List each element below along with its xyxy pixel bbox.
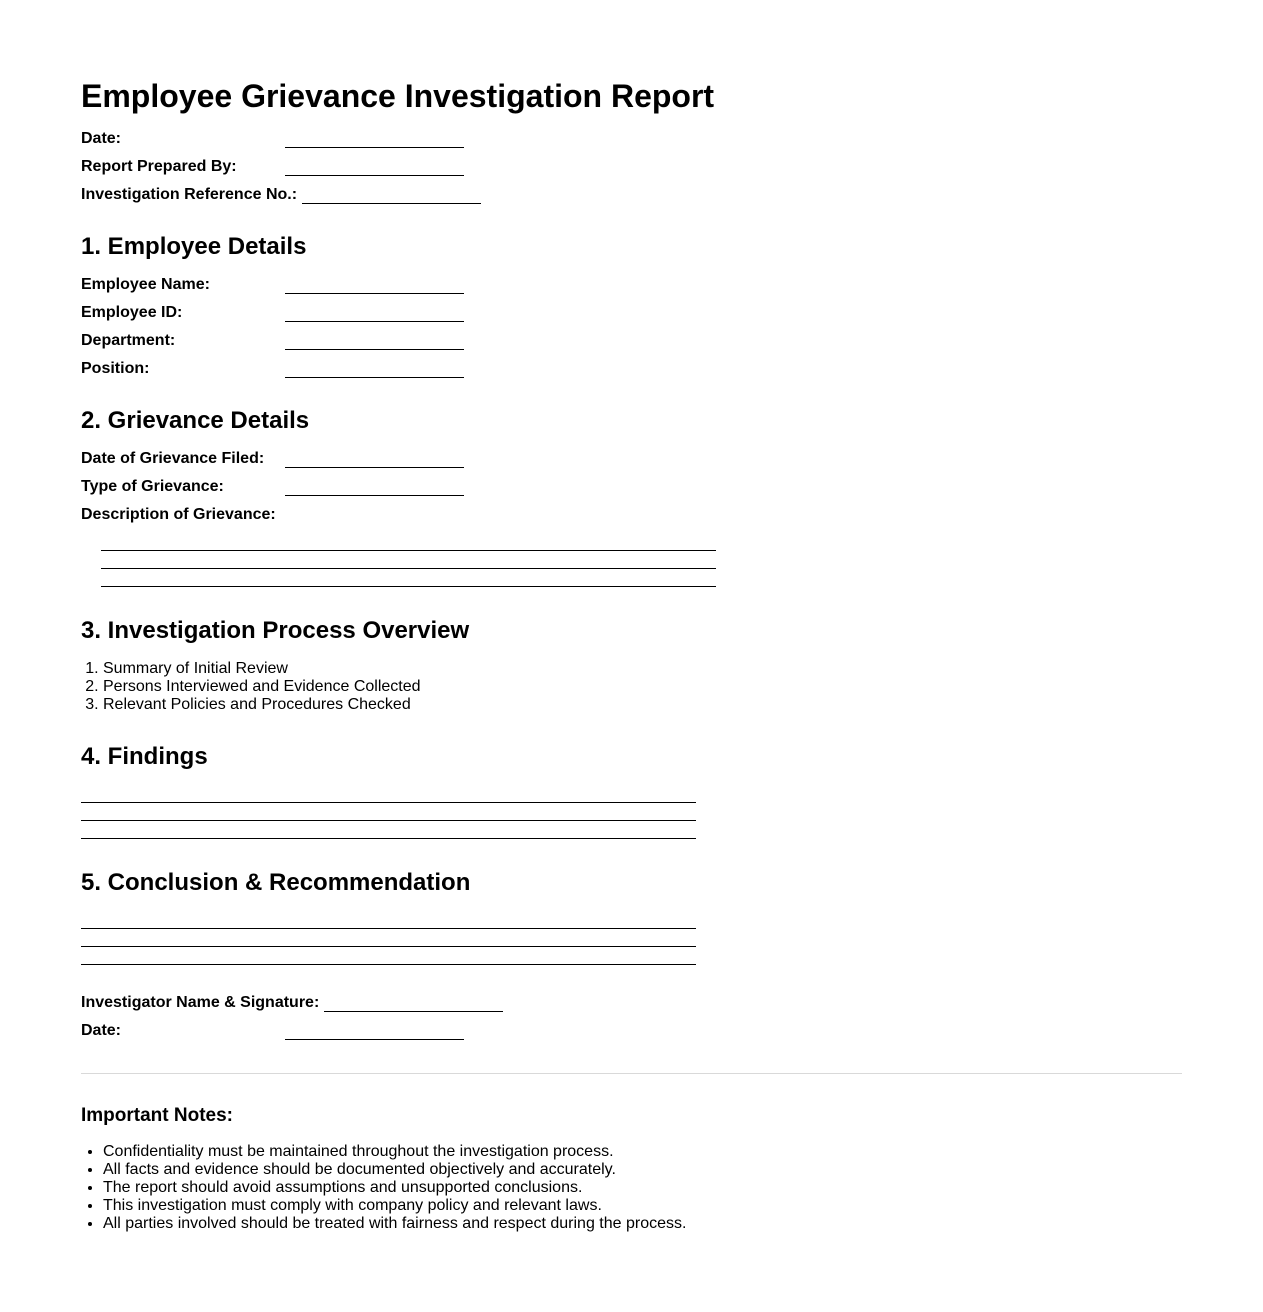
list-item: • Confidentiality must be maintained throughout the investigation process.: [103, 1143, 686, 1161]
report-prepared-by-label: Report Prepared By:: [81, 158, 237, 175]
reference-no-field: [81, 184, 501, 206]
employee-name-input-line[interactable]: [285, 293, 464, 294]
position-field: [81, 358, 481, 380]
reference-no-input-line[interactable]: [302, 203, 481, 204]
important-notes-heading: Important Notes:: [81, 1105, 233, 1126]
department-input-line[interactable]: [285, 349, 464, 350]
grievance-date-input-line[interactable]: [285, 467, 464, 468]
list-item: • All facts and evidence should be documented objectively and accurately.: [103, 1161, 686, 1179]
findings-line[interactable]: [81, 802, 696, 803]
grievance-details-heading: 2. Grievance Details: [81, 407, 310, 434]
findings-line[interactable]: [81, 820, 696, 821]
important-notes-list: [81, 1143, 686, 1233]
conclusion-line[interactable]: [81, 964, 696, 965]
grievance-type-field: [81, 476, 481, 498]
investigator-signature-input-line[interactable]: [324, 1011, 503, 1012]
signoff-date-input-line[interactable]: [285, 1039, 464, 1040]
list-item: • This investigation must comply with company policy and relevant laws.: [103, 1197, 686, 1215]
report-prepared-by-input-line[interactable]: [285, 175, 464, 176]
list-item: • The report should avoid assumptions and unsupported conclusions.: [103, 1179, 686, 1197]
list-item: 3. Relevant Policies and Procedures Checked: [103, 696, 421, 714]
process-steps-list: [81, 660, 421, 714]
grievance-description-label: Description of Grievance:: [81, 506, 276, 523]
findings-line[interactable]: [81, 838, 696, 839]
department-label: Department:: [81, 332, 176, 349]
report-prepared-by-field: [81, 156, 481, 178]
section-divider: [81, 1073, 1182, 1074]
employee-details-heading: 1. Employee Details: [81, 233, 307, 260]
investigator-signature-field: [81, 992, 521, 1014]
employee-id-field: [81, 302, 481, 324]
position-input-line[interactable]: [285, 377, 464, 378]
investigator-signature-label: Investigator Name & Signature:: [81, 994, 320, 1011]
report-title: Employee Grievance Investigation Report: [81, 78, 715, 114]
employee-id-input-line[interactable]: [285, 321, 464, 322]
employee-name-field: [81, 274, 481, 296]
signoff-date-label: Date:: [81, 1022, 122, 1039]
grievance-date-label: Date of Grievance Filed:: [81, 450, 265, 467]
grievance-type-label: Type of Grievance:: [81, 478, 224, 495]
conclusion-line[interactable]: [81, 946, 696, 947]
list-item: • All parties involved should be treated with fairness and respect during the process.: [103, 1215, 686, 1233]
reference-no-label: Investigation Reference No.:: [81, 186, 298, 203]
findings-heading: 4. Findings: [81, 743, 208, 770]
grievance-date-field: [81, 448, 481, 470]
signoff-date-field: [81, 1020, 481, 1042]
date-input-line[interactable]: [285, 147, 464, 148]
grievance-description-line[interactable]: [101, 568, 716, 569]
process-overview-heading: 3. Investigation Process Overview: [81, 617, 470, 644]
grievance-description-line[interactable]: [101, 586, 716, 587]
employee-id-label: Employee ID:: [81, 304, 183, 321]
grievance-description-line[interactable]: [101, 550, 716, 551]
conclusion-heading: 5. Conclusion & Recommendation: [81, 869, 471, 896]
employee-name-label: Employee Name:: [81, 276, 210, 293]
department-field: [81, 330, 481, 352]
list-item: 1. Summary of Initial Review: [103, 660, 421, 678]
grievance-description-field: [81, 504, 481, 526]
date-field: [81, 128, 481, 150]
list-item: 2. Persons Interviewed and Evidence Collected: [103, 678, 421, 696]
position-label: Position:: [81, 360, 150, 377]
conclusion-line[interactable]: [81, 928, 696, 929]
date-label: Date:: [81, 130, 122, 147]
grievance-type-input-line[interactable]: [285, 495, 464, 496]
